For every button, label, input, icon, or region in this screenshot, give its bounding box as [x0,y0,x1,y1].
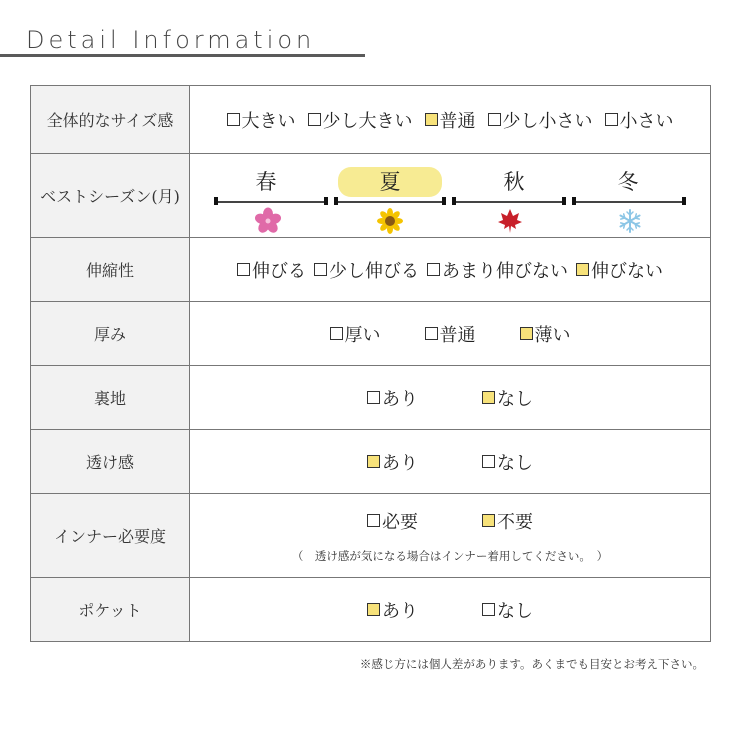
unchecked-box [367,514,380,527]
inner-options [190,494,711,578]
unchecked-box [308,113,321,126]
stretch-option-label: 伸びない [591,260,663,282]
page-title: Detail Information [26,26,316,54]
stretch-option-label: 伸びる [252,260,306,282]
row-label-pocket: ポケット [31,578,190,642]
thickness-option-label: 普通 [439,324,476,346]
size-option-label: 小さい [619,110,674,132]
pocket-options [190,578,711,642]
table-row [31,578,711,642]
size-option [488,107,593,133]
pocket-option-label: あり [382,600,418,622]
season-tick [682,197,686,205]
size-option-label: 大きい [241,110,296,132]
season-tick [562,197,566,205]
unchecked-box [427,263,440,276]
sheerness-option [367,449,418,475]
thickness-option-label: 厚い [344,324,381,346]
checked-box [367,603,380,616]
season-tick [442,197,446,205]
season-timeline [212,163,688,229]
unchecked-box [425,327,438,340]
lining-option-label: なし [497,388,533,410]
thickness-options [190,302,711,366]
stretch-option [314,257,419,283]
row-label-inner: インナー必要度 [31,494,190,578]
stretch-option-label: あまり伸びない [442,260,568,282]
unchecked-box [367,391,380,404]
season-bar-spring [216,201,326,203]
season-tick [334,197,338,205]
season-label-autumn: 秋 [503,169,525,194]
sheerness-option [482,449,533,475]
lining-options [190,366,711,430]
row-label-size: 全体的なサイズ感 [31,86,190,154]
disclaimer-footnote: ※感じ方には個人差があります。あくまでも目安とお考え下さい。 [359,657,704,671]
season-label-summer: 夏 [338,167,442,197]
stretch-option [576,257,663,283]
pocket-option [367,597,418,623]
thickness-option-label: 薄い [534,324,571,346]
sheerness-option-label: なし [497,452,533,474]
inner-option-label: 必要 [382,511,418,533]
size-option [425,107,476,133]
sunflower-icon [376,207,404,235]
size-option [308,107,413,133]
thickness-option [425,321,476,347]
pocket-option-label: なし [497,600,533,622]
table-row [31,238,711,302]
table-row [31,430,711,494]
table-row [31,366,711,430]
inner-note: （ 透け感が気になる場合はインナー着用してください。 ） [291,548,609,563]
season-tick [214,197,218,205]
unchecked-box [314,263,327,276]
checked-box [367,455,380,468]
table-row [31,494,711,578]
lining-option [367,385,418,411]
unchecked-box [227,113,240,126]
size-option [605,107,674,133]
cherry-blossom-icon [254,207,282,235]
thickness-option [330,321,381,347]
stretch-option [237,257,306,283]
snowflake-icon [616,207,644,235]
unchecked-box [605,113,618,126]
row-label-sheerness: 透け感 [31,430,190,494]
season-bar-autumn [454,201,564,203]
row-label-stretch: 伸縮性 [31,238,190,302]
row-label-thickness: 厚み [31,302,190,366]
size-option-label: 少し小さい [502,110,593,132]
table-row [31,302,711,366]
lining-option-label: あり [382,388,418,410]
season-tick [572,197,576,205]
size-options [190,86,711,154]
season-bar-winter [574,201,686,203]
unchecked-box [482,455,495,468]
checked-box [520,327,533,340]
lining-option [482,385,533,411]
checked-box [482,391,495,404]
size-option-label: 普通 [439,110,476,132]
sheerness-options [190,430,711,494]
size-option-label: 少し大きい [322,110,413,132]
detail-table [30,85,711,642]
size-option [227,107,296,133]
season-label-winter: 冬 [617,169,639,194]
sheerness-option-label: あり [382,452,418,474]
table-row [31,154,711,238]
thickness-option [520,321,571,347]
unchecked-box [237,263,250,276]
season-tick [324,197,328,205]
maple-leaf-icon [496,207,524,235]
season-tick [452,197,456,205]
inner-option [482,508,533,534]
row-label-lining: 裏地 [31,366,190,430]
checked-box [425,113,438,126]
table-row [31,86,711,154]
season-label-spring: 春 [255,169,277,194]
checked-box [576,263,589,276]
row-label-season: ベストシーズン(月) [31,154,190,238]
inner-option-label: 不要 [497,511,533,533]
season-cell [190,154,711,238]
checked-box [482,514,495,527]
stretch-option-label: 少し伸びる [329,260,419,282]
stretch-options [190,238,711,302]
pocket-option [482,597,533,623]
stretch-option [427,257,568,283]
inner-option [367,508,418,534]
season-bar-summer [336,201,446,203]
unchecked-box [330,327,343,340]
unchecked-box [488,113,501,126]
unchecked-box [482,603,495,616]
title-underline [0,54,365,57]
